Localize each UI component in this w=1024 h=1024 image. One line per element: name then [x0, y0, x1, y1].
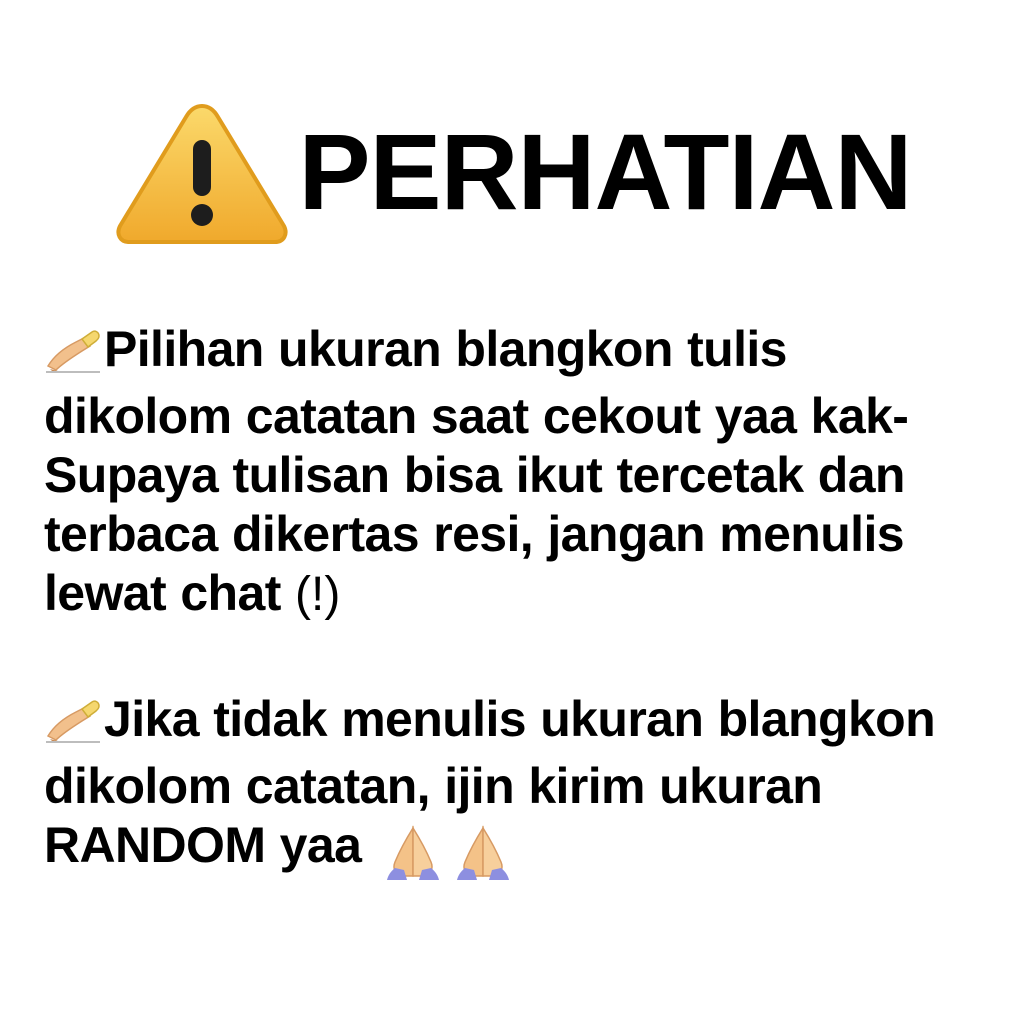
writing-hand-icon: [44, 326, 102, 387]
notice-body: [44, 320, 980, 883]
exclamation-symbol: (!): [295, 568, 341, 621]
warning-triangle-icon: [112, 92, 292, 252]
folded-hands-icon: [376, 824, 444, 883]
notice-header: [44, 0, 980, 270]
page-title: PERHATIAN: [298, 111, 912, 232]
writing-hand-icon: [44, 696, 102, 757]
paragraph-size-note: [44, 320, 980, 624]
folded-hands-icon: [446, 824, 514, 883]
paragraph-2-text: Jika tidak menulis ukuran blangkon dikolom catatan, ijin kirim ukuran RANDOM yaa: [44, 690, 936, 873]
paragraph-1-text: Pilihan ukuran blangkon tulis dikolom catatan saat cekout yaa kak- Supaya tulisan bisa ikut tercetak dan terbaca dikertas resi, jangan menulis lewat chat: [44, 321, 909, 621]
paragraph-random-note: [44, 690, 980, 883]
